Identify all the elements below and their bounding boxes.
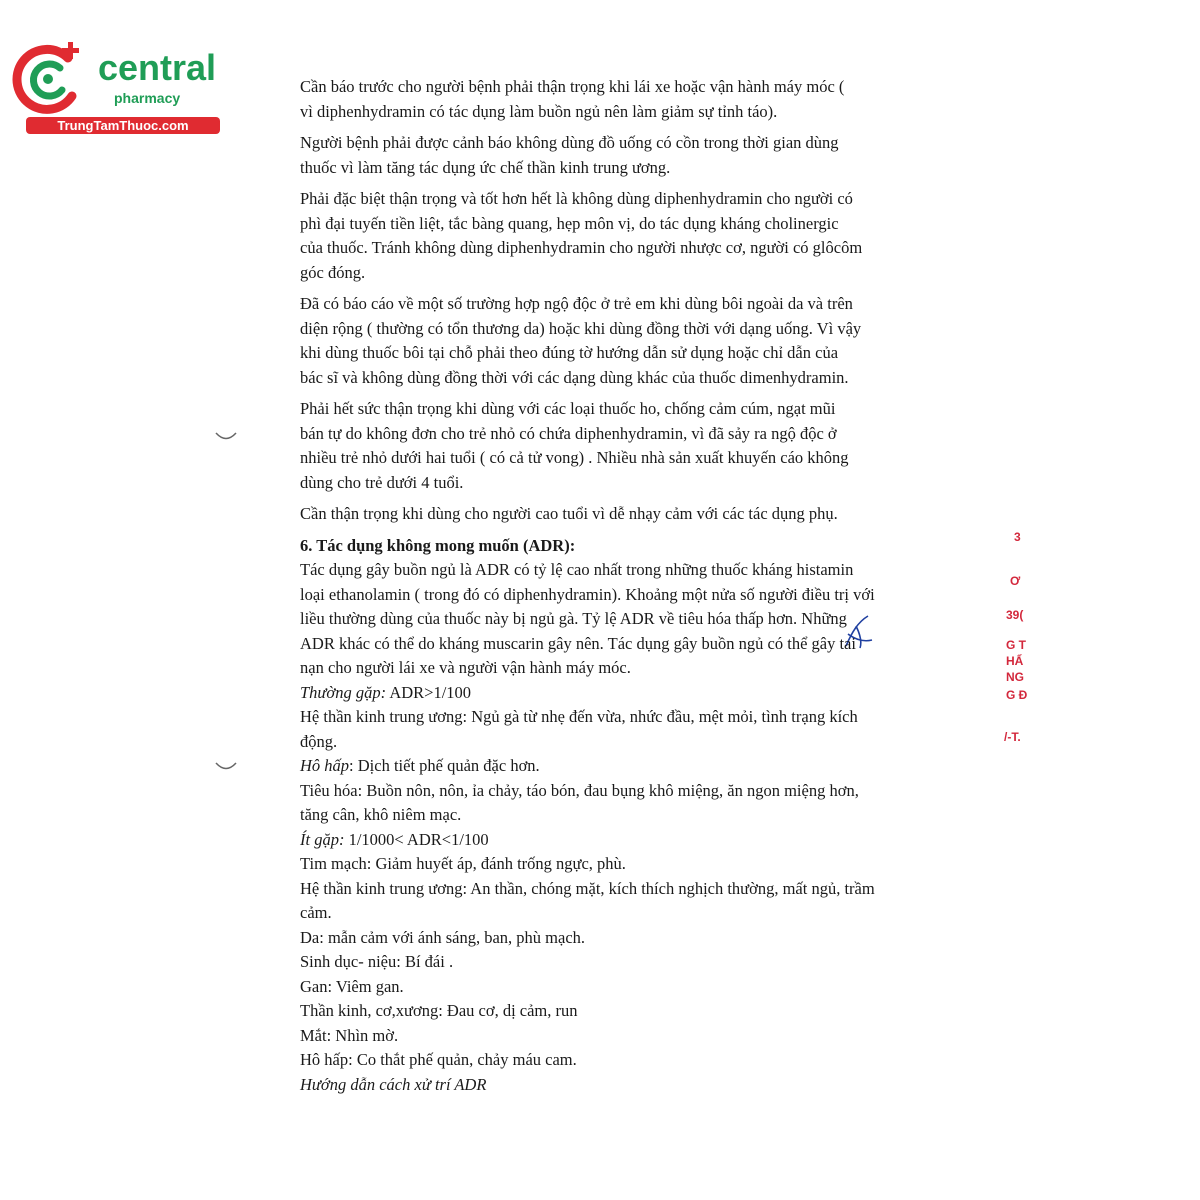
red-stamp-fragment [1000,520,1030,760]
stamp-text: G T [1006,638,1026,652]
text-line: liều thường dùng của thuốc này bị ngủ gà. Tỷ lệ ADR về tiêu hóa thấp hơn. Những [300,609,847,628]
text-line: dùng cho trẻ dưới 4 tuổi. [300,472,464,492]
stamp-text: 39( [1006,608,1024,622]
text-line: loại ethanolamin ( trong đó có diphenhydramin). Khoảng một nửa số người điều trị với [300,584,875,604]
text-line: Hệ thần kinh trung ương: An thần, chóng mặt, kích thích nghịch thường, mất ngủ, trầm [300,878,875,898]
system-value: : Dịch tiết phế quản đặc hơn. [349,756,540,775]
hole-punch-mark [214,430,238,444]
text-line: ADR khác có thể do kháng muscarin gây nên. Tác dụng gây buồn ngủ có thể gây tai [300,633,856,653]
central-logo-icon [10,38,90,118]
text-line: nhiều trẻ nhỏ dưới hai tuổi ( có cả tử vong) . Nhiều nhà sản xuất khuyến cáo không [300,448,849,467]
text-line: Mắt: Nhìn mờ. [300,1025,399,1045]
central-pharmacy-logo[interactable] [10,38,220,138]
frequency-label: Thường gặp: [300,682,387,702]
frequency-value: 1/1000< ADR<1/100 [344,829,489,849]
hole-punch-mark [214,760,238,774]
stamp-text: HẨ [1006,654,1024,668]
text-line: Thần kinh, cơ,xương: Đau cơ, dị cảm, run [300,1001,578,1020]
text-line: tăng cân, khô niêm mạc. [300,805,462,824]
stamp-text: Ơ [1010,574,1021,588]
text-line: bác sĩ và không dùng đồng thời với các dạng dùng khác của thuốc dimenhydramin. [300,367,849,387]
text-line [300,754,950,779]
text-line: khi dùng thuốc bôi tại chỗ phải theo đúng tờ hướng dẫn sử dụng hoặc chỉ dẫn của [300,343,839,362]
text-line: Cần báo trước cho người bệnh phải thận trọng khi lái xe hoặc vận hành máy móc ( [300,77,845,96]
document-body [300,75,950,1097]
logo-sub: pharmacy [114,90,181,106]
text-line: Hô hấp: Co thắt phế quản, chảy máu cam. [300,1050,577,1069]
frequency-common [300,681,950,706]
paragraph [300,131,950,180]
paragraph [300,75,950,124]
stamp-text: /-T. [1004,730,1021,744]
paragraph [300,292,950,390]
text-line: Đã có báo cáo về một số trường hợp ngộ độc ở trẻ em khi dùng bôi ngoài da và trên [300,294,853,313]
text-line: Phải hết sức thận trọng khi dùng với các loại thuốc ho, chống cảm cúm, ngạt mũi [300,399,836,418]
paragraph [300,187,950,285]
text-line: động. [300,731,338,751]
text-line: bán tự do không đơn cho trẻ nhỏ có chứa diphenhydramin, vì đã sảy ra ngộ độc ở [300,423,837,443]
text-line: phì đại tuyến tiền liệt, tắc bàng quang, hẹp môn vị, do tác dụng kháng cholinergic [300,213,839,233]
system-label: Hô hấp [300,756,350,775]
frequency-label: Ít gặp: [300,829,345,849]
text-line: Da: mẫn cảm với ánh sáng, ban, phù mạch. [300,927,586,947]
text-line: nạn cho người lái xe và người vận hành máy móc. [300,658,631,677]
text-line: Người bệnh phải được cảnh báo không dùng đồ uống có cồn trong thời gian dùng [300,133,839,152]
logo-url-badge[interactable]: TrungTamThuoc.com [26,117,220,134]
paragraph [300,397,950,495]
section-heading: 6. Tác dụng không mong muốn (ADR): [300,535,576,555]
text-line: diện rộng ( thường có tổn thương da) hoặc khi dùng đồng thời với dạng uống. Vì vậy [300,318,862,338]
text-line: Cần thận trọng khi dùng cho người cao tuổi vì dễ nhạy cảm với các tác dụng phụ. [300,504,838,523]
text-line: thuốc vì làm tăng tác dụng ức chế thần kinh trung ương. [300,157,671,177]
frequency-uncommon [300,828,950,853]
text-line: Phải đặc biệt thận trọng và tốt hơn hết là không dùng diphenhydramin cho người có [300,189,853,208]
paragraph [300,502,950,527]
text-line: góc đóng. [300,262,366,282]
text-line: cảm. [300,903,332,922]
text-line: vì diphenhydramin có tác dụng làm buồn ngủ nên làm giảm sự tỉnh táo). [300,101,778,121]
text-line: Sinh dục- niệu: Bí đái . [300,952,454,971]
stamp-text: NG [1006,670,1024,684]
text-line: Tiêu hóa: Buồn nôn, nôn, ỉa chảy, táo bón, đau bụng khô miệng, ăn ngon miệng hơn, [300,780,859,800]
frequency-value: ADR>1/100 [386,682,472,702]
text-line: Gan: Viêm gan. [300,976,404,996]
text-line: Tác dụng gây buồn ngủ là ADR có tỷ lệ cao nhất trong những thuốc kháng histamin [300,560,854,579]
text-line: của thuốc. Tránh không dùng diphenhydramin cho người nhược cơ, người có glôcôm [300,238,863,257]
stamp-text: 3 [1014,530,1021,544]
text-line: Tim mạch: Giảm huyết áp, đánh trống ngực, phù. [300,854,626,873]
stamp-text: G Đ [1006,688,1028,702]
text-line: Hệ thần kinh trung ương: Ngủ gà từ nhẹ đến vừa, nhức đầu, mệt mỏi, tình trạng kích [300,707,858,726]
logo-brand: central [98,47,217,88]
footer-heading: Hướng dẫn cách xử trí ADR [300,1074,487,1094]
